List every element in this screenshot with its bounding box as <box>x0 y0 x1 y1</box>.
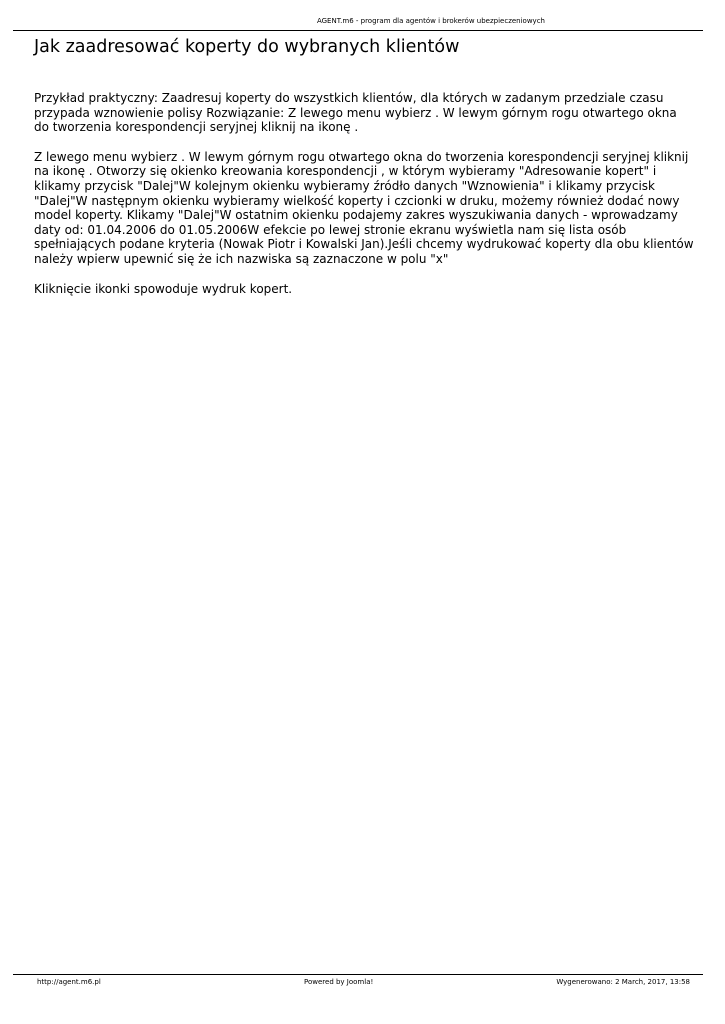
footer-generated-date: Wygenerowano: 2 March, 2017, 13:58 <box>556 978 690 986</box>
paragraph-steps: Z lewego menu wybierz . W lewym górnym rogu otwartego okna do tworzenia korespondencji seryjnej kliknij na ikonę . Otworzy się okienko kreowania korespondencji , w którym wybieramy "Adresowanie kopert" i klikamy przycisk "Dalej"W kolejnym okienku wybieramy źródło danych "Wznowienia" i klikamy przycisk "Dalej"W następnym okienku wybieramy wielkość koperty i czcionki w druku, możemy również dodać nowy model koperty. Klikamy "Dalej"W ostatnim okienku podajemy zakres wyszukiwania danych - wprowadzamy daty od: 01.04.2006 do 01.05.2006W efekcie po lewej stronie ekranu wyświetla nam się lista osób spełniających podane kryteria (Nowak Piotr i Kowalski Jan).Jeśli chcemy wydrukować koperty dla obu klientów należy wpierw upewnić się że ich nazwiska są zaznaczone w polu "x" <box>34 149 694 266</box>
article-body <box>34 91 694 311</box>
footer-url: http://agent.m6.pl <box>37 978 101 986</box>
paragraph-print: Kliknięcie ikonki spowoduje wydruk kopert. <box>34 281 293 296</box>
article-title: Jak zaadresować koperty do wybranych klientów <box>34 37 460 57</box>
footer-powered-by: Powered by Joomla! <box>304 978 374 986</box>
site-title: AGENT.m6 - program dla agentów i brokerów ubezpieczeniowych <box>316 17 545 25</box>
page-footer <box>13 974 703 989</box>
page-header <box>13 14 703 31</box>
paragraph-example: Przykład praktyczny: Zaadresuj koperty do wszystkich klientów, dla których w zadanym przedziale czasu przypada wznowienie polisy Rozwiązanie: Z lewego menu wybierz . W lewym górnym rogu otwartego okna do tworzenia korespondencji seryjnej kliknij na ikonę . <box>34 91 677 135</box>
